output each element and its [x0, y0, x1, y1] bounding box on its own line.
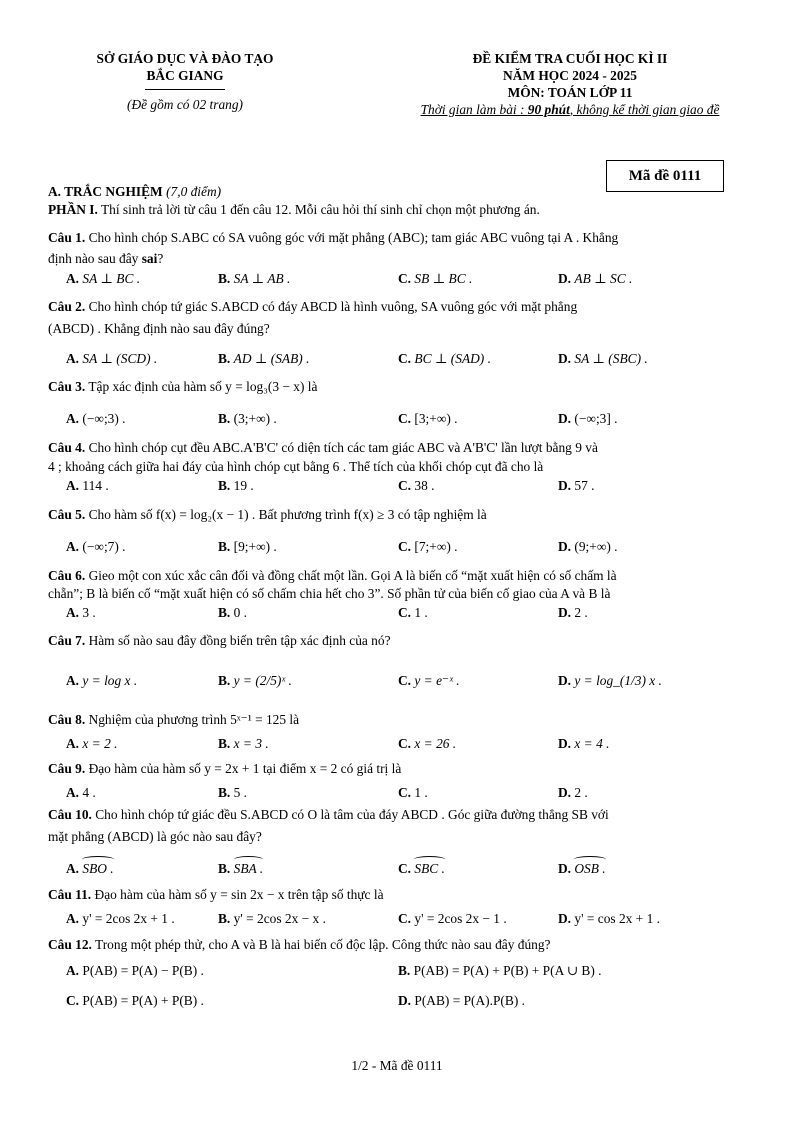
option-d[interactable] [558, 672, 662, 690]
opt-text: OSB . [574, 861, 606, 876]
opt-letter: D. [558, 411, 572, 426]
org-line2: BẮC GIANG [146, 68, 224, 83]
option-b[interactable] [398, 962, 602, 980]
q-text: ? [157, 251, 164, 266]
opt-letter: C. [398, 605, 412, 620]
opt-text: y = log x . [82, 673, 138, 688]
opt-letter: B. [218, 539, 231, 554]
opt-letter: A. [66, 539, 80, 554]
option-b[interactable] [218, 860, 263, 878]
opt-text: P(AB) = P(A) + P(B) . [82, 993, 204, 1008]
opt-letter: D. [558, 478, 572, 493]
opt-text: (−∞;3] . [574, 411, 618, 426]
q-label: Câu 1. [48, 230, 86, 245]
option-c[interactable] [398, 910, 507, 928]
header-right [380, 50, 760, 118]
opt-text: SB ⊥ BC . [414, 271, 473, 286]
opt-text: [9;+∞) . [233, 539, 277, 554]
opt-letter: A. [66, 605, 80, 620]
q-text: Cho hình chóp S.ABC có SA vuông góc với mặt phẳng (ABC); tam giác ABC vuông tại A . Khẳng [85, 230, 619, 245]
opt-letter: B. [398, 963, 411, 978]
q-text: (ABCD) . Khẳng định nào sau đây đúng? [48, 321, 270, 336]
q-label: Câu 4. [48, 440, 86, 455]
opt-letter: A. [66, 271, 80, 286]
option-c[interactable] [398, 860, 445, 878]
option-b[interactable] [218, 410, 277, 428]
option-b[interactable] [218, 784, 247, 802]
part-heading [48, 201, 748, 219]
q-label: Câu 8. [48, 712, 86, 727]
option-d[interactable] [558, 860, 606, 878]
opt-letter: D. [558, 605, 572, 620]
opt-letter: C. [398, 411, 412, 426]
part-label: PHẦN I. [48, 202, 98, 217]
opt-letter: A. [66, 963, 80, 978]
q-text: Cho hình chóp cụt đều ABC.A'B'C' có diện tích các tam giác ABC và A'B'C' lần lượt bằng 9 và [85, 440, 598, 455]
option-d[interactable] [558, 604, 588, 622]
opt-text: 2 . [574, 605, 588, 620]
option-b[interactable] [218, 910, 326, 928]
q-text: Hàm số nào sau đây đồng biến trên tập xác định của nó? [85, 633, 391, 648]
opt-letter: D. [558, 911, 572, 926]
opt-letter: C. [398, 785, 412, 800]
header-left [60, 50, 310, 113]
q-text: Đạo hàm của hàm số y = sin 2x − x trên tập số thực là [91, 887, 384, 902]
option-d[interactable] [398, 992, 525, 1010]
opt-letter: D. [558, 539, 572, 554]
option-c[interactable] [398, 672, 460, 690]
opt-letter: C. [398, 911, 412, 926]
option-a[interactable] [66, 477, 109, 495]
question-11 [48, 886, 748, 904]
time-value: 90 phút [527, 102, 570, 117]
opt-letter: C. [398, 351, 412, 366]
option-d[interactable] [558, 538, 618, 556]
opt-letter: B. [218, 478, 231, 493]
pages-note: (Đề gồm có 02 trang) [126, 97, 244, 112]
question-7 [48, 632, 748, 650]
opt-letter: D. [558, 736, 572, 751]
option-b[interactable] [218, 270, 290, 288]
opt-letter: D. [558, 351, 572, 366]
opt-letter: C. [398, 539, 412, 554]
question-1-cont [48, 250, 748, 268]
opt-text: 0 . [233, 605, 248, 620]
option-c[interactable] [398, 784, 428, 802]
option-a[interactable] [66, 962, 204, 980]
opt-text: P(AB) = P(A) + P(B) + P(A ∪ B) . [413, 963, 602, 978]
question-6 [48, 567, 748, 585]
option-c[interactable] [66, 992, 204, 1010]
option-d[interactable] [558, 477, 594, 495]
option-d[interactable] [558, 735, 609, 753]
opt-text: x = 3 . [233, 736, 269, 751]
org-line1: SỞ GIÁO DỤC VÀ ĐÀO TẠO [96, 51, 274, 66]
option-c[interactable] [398, 270, 472, 288]
opt-text: x = 26 . [414, 736, 457, 751]
section-title: A. TRẮC NGHIỆM [48, 184, 163, 199]
opt-letter: B. [218, 605, 231, 620]
option-a[interactable] [66, 270, 140, 288]
opt-text: SA ⊥ (SBC) . [574, 351, 648, 366]
option-d[interactable] [558, 910, 660, 928]
opt-text: y' = 2cos 2x − 1 . [414, 911, 507, 926]
opt-text: (3;+∞) . [233, 411, 277, 426]
q-label: Câu 7. [48, 633, 86, 648]
option-a[interactable] [66, 784, 96, 802]
option-a[interactable] [66, 350, 157, 368]
q-label: Câu 5. [48, 507, 86, 522]
page-footer: 1/2 - Mã đề 0111 [351, 1058, 443, 1073]
time-note [380, 101, 760, 118]
q-text: mặt phẳng (ABCD) là góc nào sau đây? [48, 829, 262, 844]
opt-letter: A. [66, 478, 80, 493]
q-label: Câu 12. [48, 937, 92, 952]
opt-letter: B. [218, 736, 231, 751]
opt-text: P(AB) = P(A) − P(B) . [82, 963, 204, 978]
question-4-cont [48, 458, 748, 476]
option-a[interactable] [66, 410, 126, 428]
q-text: Cho hình chóp tứ giác S.ABCD có đáy ABCD là hình vuông, SA vuông góc với mặt phẳng [85, 299, 578, 314]
opt-text: 114 . [82, 478, 109, 493]
opt-text: y = log_(1/3) x . [574, 673, 662, 688]
option-c[interactable] [398, 477, 434, 495]
opt-text: P(AB) = P(A).P(B) . [414, 993, 525, 1008]
opt-text: y' = cos 2x + 1 . [574, 911, 660, 926]
opt-text: SBO . [82, 861, 114, 876]
school-year: NĂM HỌC 2024 - 2025 [503, 68, 637, 83]
opt-letter: A. [66, 911, 80, 926]
opt-letter: C. [398, 673, 412, 688]
opt-text: [7;+∞) . [414, 539, 458, 554]
opt-letter: B. [218, 911, 231, 926]
opt-text: SA ⊥ (SCD) . [82, 351, 158, 366]
opt-letter: C. [66, 993, 80, 1008]
question-9 [48, 760, 748, 778]
opt-text: 1 . [414, 785, 428, 800]
question-5 [48, 506, 748, 524]
section-points: (7,0 điểm) [166, 184, 222, 199]
opt-letter: A. [66, 351, 80, 366]
option-a[interactable] [66, 910, 175, 928]
q-label: Câu 3. [48, 379, 86, 394]
question-4 [48, 439, 748, 457]
opt-text: SA ⊥ AB . [233, 271, 291, 286]
opt-text: y' = 2cos 2x + 1 . [82, 911, 175, 926]
opt-text: SA ⊥ BC . [82, 271, 141, 286]
opt-letter: D. [558, 785, 572, 800]
option-b[interactable] [218, 477, 254, 495]
q-text: Nghiệm của phương trình 5ˣ⁻¹ = 125 là [85, 712, 300, 727]
q-text: Cho hàm số f(x) = log₂(x − 1) . Bất phương trình f(x) ≥ 3 có tập nghiệm là [85, 507, 487, 522]
q-text: Trong một phép thử, cho A và B là hai biến cố độc lập. Công thức nào sau đây đúng? [91, 937, 551, 952]
option-a[interactable] [66, 735, 117, 753]
option-c[interactable] [398, 735, 456, 753]
opt-letter: B. [218, 271, 231, 286]
option-b[interactable] [218, 604, 247, 622]
option-a[interactable] [66, 604, 96, 622]
q-bold: sai [141, 251, 158, 266]
opt-letter: B. [218, 785, 231, 800]
opt-text: y = (2/5)ˣ . [233, 673, 292, 688]
option-c[interactable] [398, 410, 458, 428]
opt-letter: A. [66, 411, 80, 426]
q-text: định nào sau đây [48, 251, 142, 266]
option-d[interactable] [558, 270, 632, 288]
header-divider [145, 89, 225, 90]
q-text: Cho hình chóp tứ giác đều S.ABCD có O là tâm của đáy ABCD . Góc giữa đường thẳng SB với [91, 807, 609, 822]
q-label: Câu 2. [48, 299, 86, 314]
opt-text: 1 . [414, 605, 428, 620]
exam-code-box: Mã đề 0111 [606, 160, 724, 192]
opt-letter: B. [218, 411, 231, 426]
opt-text: 2 . [574, 785, 588, 800]
question-12 [48, 936, 748, 954]
opt-text: 57 . [574, 478, 595, 493]
question-10 [48, 806, 748, 824]
q-label: Câu 9. [48, 761, 86, 776]
q-label: Câu 11. [48, 887, 92, 902]
section-heading [48, 183, 748, 201]
option-a[interactable] [66, 538, 126, 556]
question-1 [48, 229, 748, 247]
opt-letter: A. [66, 736, 80, 751]
opt-text: [3;+∞) . [414, 411, 458, 426]
option-b[interactable] [218, 672, 292, 690]
opt-letter: A. [66, 861, 80, 876]
opt-text: y = e⁻ˣ . [414, 673, 460, 688]
opt-text: (−∞;7) . [82, 539, 126, 554]
opt-text: x = 4 . [574, 736, 610, 751]
option-c[interactable] [398, 350, 491, 368]
subject: MÔN: TOÁN LỚP 11 [507, 85, 633, 100]
opt-letter: C. [398, 861, 412, 876]
option-b[interactable] [218, 538, 277, 556]
option-c[interactable] [398, 604, 428, 622]
opt-letter: B. [218, 861, 231, 876]
question-2-cont [48, 320, 748, 338]
opt-letter: C. [398, 736, 412, 751]
part-text: Thí sinh trả lời từ câu 1 đến câu 12. Mỗi câu hỏi thí sinh chỉ chọn một phương án. [97, 202, 540, 217]
opt-letter: D. [558, 861, 572, 876]
opt-letter: D. [398, 993, 412, 1008]
question-2 [48, 298, 748, 316]
option-c[interactable] [398, 538, 458, 556]
opt-text: AB ⊥ SC . [574, 271, 633, 286]
question-6-cont [48, 585, 748, 603]
q-text: chẵn”; B là biến cố “mặt xuất hiện có số chấm chia hết cho 3”. Số phần tử của biến cố giao của A và B là [48, 586, 611, 601]
opt-text: (9;+∞) . [574, 539, 618, 554]
opt-text: 3 . [82, 605, 96, 620]
opt-letter: D. [558, 271, 572, 286]
q-text: 4 ; khoảng cách giữa hai đáy của hình chóp cụt bằng 6 . Thể tích của khối chóp cụt đã cho là [48, 459, 544, 474]
q-label: Câu 6. [48, 568, 86, 583]
opt-letter: D. [558, 673, 572, 688]
time-suffix: , không kể thời gian giao đề [569, 102, 720, 117]
q-text: Gieo một con xúc xắc cân đối và đồng chất một lần. Gọi A là biến cố “mặt xuất hiện có số chấm là [85, 568, 617, 583]
option-b[interactable] [218, 350, 309, 368]
option-a[interactable] [66, 860, 114, 878]
opt-text: (−∞;3) . [82, 411, 126, 426]
opt-text: SBC . [414, 861, 445, 876]
opt-letter: A. [66, 673, 80, 688]
opt-text: 19 . [233, 478, 254, 493]
opt-text: 38 . [414, 478, 435, 493]
q-text: Đạo hàm của hàm số y = 2x + 1 tại điểm x = 2 có giá trị là [85, 761, 402, 776]
opt-text: 5 . [233, 785, 248, 800]
option-d[interactable] [558, 784, 588, 802]
opt-text: 4 . [82, 785, 96, 800]
question-8 [48, 711, 748, 729]
q-label: Câu 10. [48, 807, 92, 822]
q-text: Tập xác định của hàm số y = log₃(3 − x) là [85, 379, 318, 394]
option-b[interactable] [218, 735, 269, 753]
opt-letter: B. [218, 351, 231, 366]
opt-text: AD ⊥ (SAB) . [233, 351, 310, 366]
option-d[interactable] [558, 350, 648, 368]
question-3 [48, 378, 748, 396]
opt-text: SBA . [233, 861, 264, 876]
opt-letter: B. [218, 673, 231, 688]
question-10-cont [48, 828, 748, 846]
exam-title: ĐỀ KIỂM TRA CUỐI HỌC KÌ II [472, 51, 668, 66]
opt-letter: C. [398, 271, 412, 286]
opt-text: y' = 2cos 2x − x . [233, 911, 326, 926]
time-prefix: Thời gian làm bài : [420, 102, 528, 117]
option-d[interactable] [558, 410, 618, 428]
opt-letter: A. [66, 785, 80, 800]
opt-letter: C. [398, 478, 412, 493]
opt-text: x = 2 . [82, 736, 118, 751]
opt-text: BC ⊥ (SAD) . [414, 351, 491, 366]
option-a[interactable] [66, 672, 137, 690]
